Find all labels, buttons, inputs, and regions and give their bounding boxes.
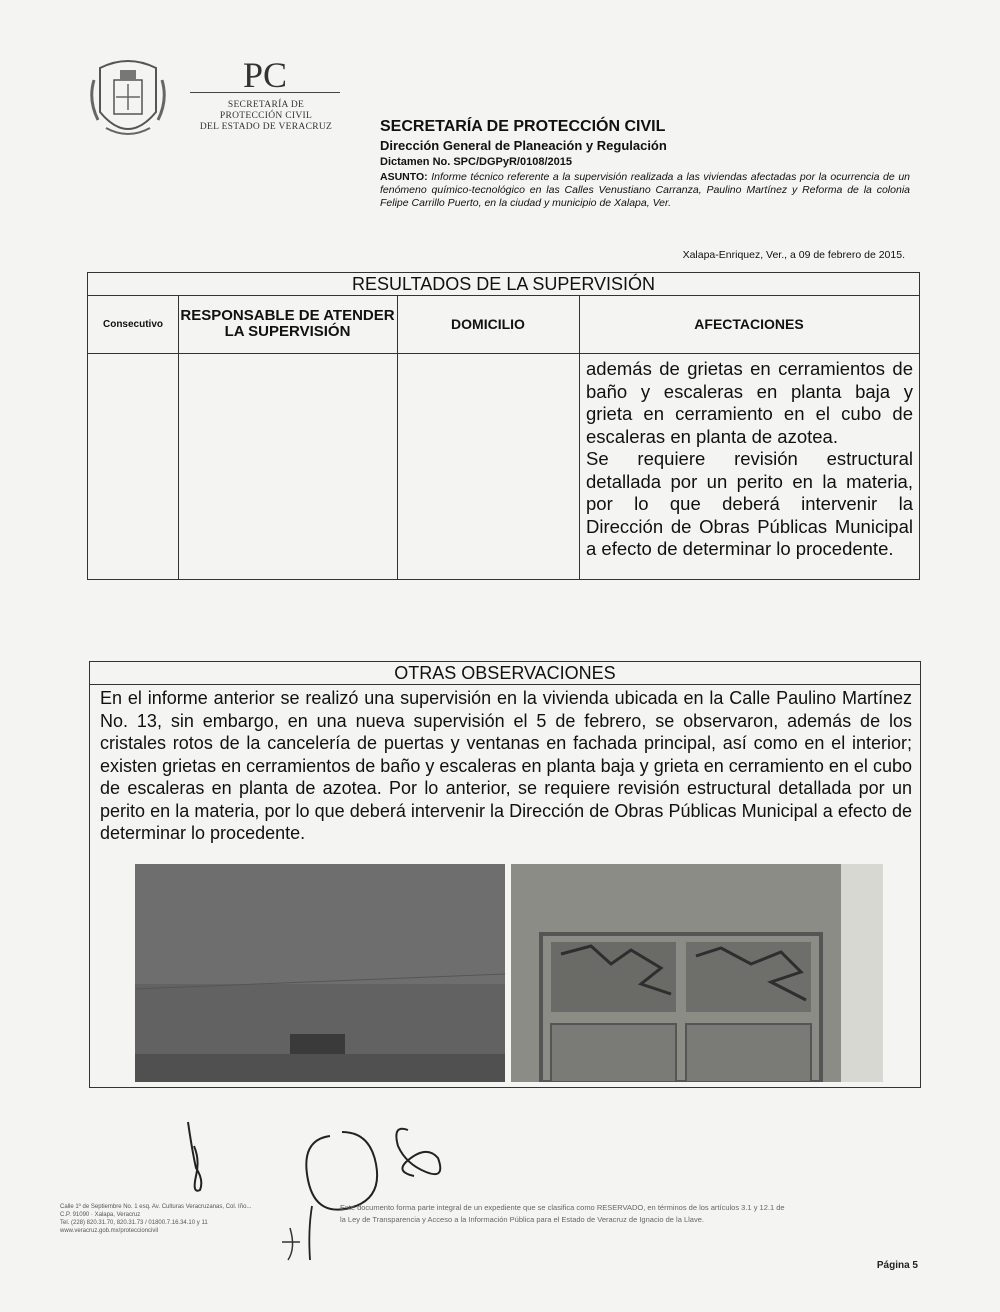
document-date: Xalapa-Enriquez, Ver., a 09 de febrero de 2015. [682,249,905,261]
observations-text: En el informe anterior se realizó una supervisión en la vivienda ubicada en la Calle Paulino Martínez No. 13, sin embargo, en una nueva supervisión el 5 de febrero, se observaron, además de los cristales rotos de la cancelería de puertas y ventanas en fachada principal, así como en el interior; existen grietas en cerramientos de baño y escaleras en planta baja y grieta en cerramiento en el cubo de escaleras en planta de azotea. Por lo anterior, se requiere revisión estructural detallada por un perito en la materia, por lo que deberá intervenir la Dirección de Obras Públicas Municipal a efecto de determinar lo procedente. [100,688,912,843]
column-header-afectaciones: AFECTACIONES [694,316,804,332]
column-header-responsable: RESPONSABLE DE ATENDER LA SUPERVISIÓN [180,307,395,340]
column-header-consecutivo: Consecutivo [102,318,163,330]
afectaciones-paragraph: Se requiere revisión estructural detallada por un perito en la materia, por lo que deberá intervenir la Dirección de Obras Públicas Municipal a efecto de determinar lo procedente. [586,448,913,559]
afectaciones-cell [586,358,913,561]
document-title: SECRETARÍA DE PROTECCIÓN CIVIL [380,118,666,135]
column-divider [178,295,179,579]
observations-box [89,661,921,1088]
asunto-block [380,171,910,210]
footer-address-line: www.veracruz.gob.mx/proteccioncivil [60,1228,159,1234]
state-seal-icon [86,50,170,146]
letterhead-line: SECRETARÍA DE [227,100,305,110]
page-number: Página 5 [876,1260,918,1271]
letterhead-line: DEL ESTADO DE VERACRUZ [199,122,333,132]
dictamen-number: Dictamen No. SPC/DGPyR/0108/2015 [380,156,572,168]
letterhead-line: PROTECCIÓN CIVIL [219,111,313,121]
letterhead-subtitle [186,100,346,133]
observations-title: OTRAS OBSERVACIONES [90,662,920,685]
asunto-label: ASUNTO: [380,171,428,183]
asunto-text: Informe técnico referente a la supervisión realizada a las viviendas afectadas por la ocurrencia de un fenómeno químico-tecnológico en las Calles Venustiano Carranza, Paulino Martínez y Reforma de la colonia Felipe Carrillo Puerto, en la ciudad y municipio de Xalapa, Ver. [380,171,910,209]
footer-address-line: Tel. (228) 820.31.70, 820.31.73 / 01800.7.16.34.10 y 11 [60,1220,208,1226]
results-table [87,272,920,580]
column-divider [579,295,580,579]
footer-address-line: C.P. 91090 · Xalapa, Veracruz [60,1212,141,1218]
results-title: RESULTADOS DE LA SUPERVISIÓN [88,273,919,296]
afectaciones-paragraph: además de grietas en cerramientos de baño y escaleras en planta baja y grieta en cerramiento en el cubo de escaleras en planta de azotea. [586,358,913,447]
column-header-domicilio: DOMICILIO [451,316,525,332]
logo-text: PC [242,55,288,95]
footer-address-line: Calle 1º de Septiembre No. 1 esq. Av. Culturas Veracruzanas, Col. Iño... [60,1204,252,1210]
photo-broken-window [511,864,883,1082]
results-header-row [88,295,919,354]
column-divider [397,295,398,579]
logo-divider [190,92,340,93]
footer-address [60,1203,300,1235]
document-subtitle: Dirección General de Planeación y Regulación [380,138,667,153]
photo-interior-ceiling [135,864,505,1082]
footer-confidentiality-notice: Este documento forma parte integral de un expediente que se clasifica como RESERVADO, en términos de los artículos 3.1 y 12.1 de la Ley de Transparencia y Acceso a la Información Pública para el Estado de Veracruz de Ignacio de la Llave. [340,1203,785,1224]
handwritten-signature-icon [170,1110,470,1270]
